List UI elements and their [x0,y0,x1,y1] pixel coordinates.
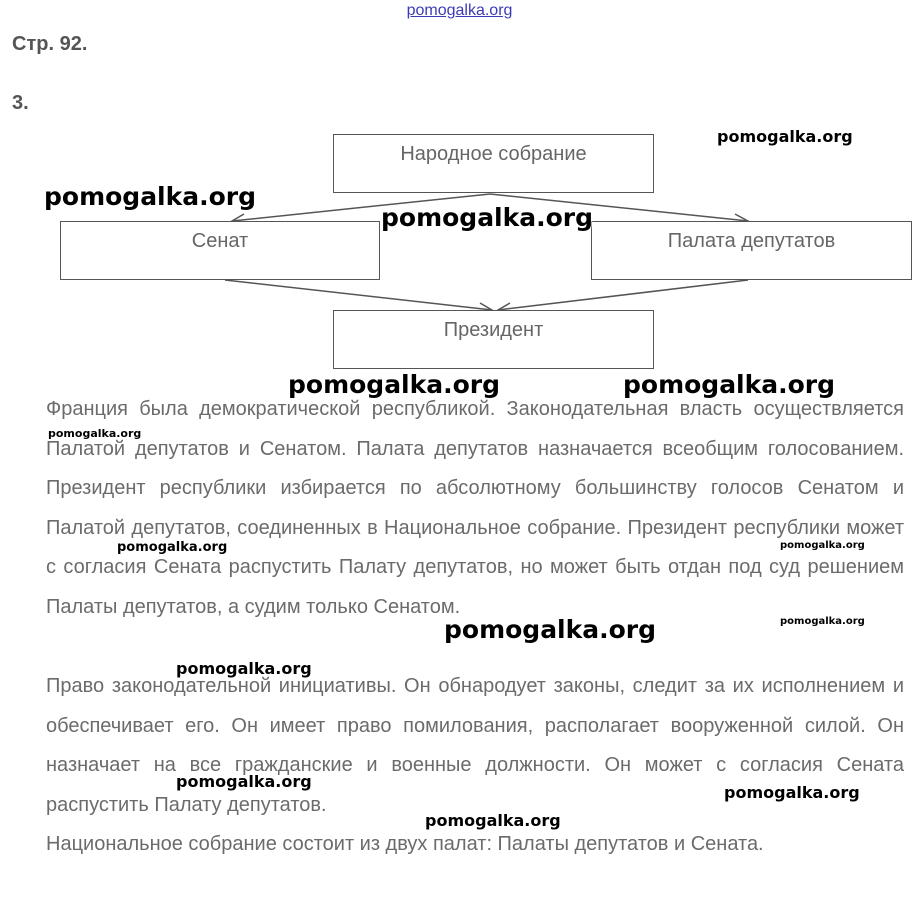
diagram-box-national-assembly [333,134,654,193]
diagram-box-senate [60,221,380,280]
watermark: pomogalka.org [425,811,561,830]
paragraph-president-powers: Право законодательной инициативы. Он обнародует законы, следит за их исполнением и обеспечивает его. Он имеет право помилования, располагает вооруженной силой. Он назначает на все гражданские и военные должности. Он может с согласия Сената распустить Палату депутатов. [46,675,904,816]
watermark: pomogalka.org [780,616,865,627]
watermark: pomogalka.org [117,540,228,555]
watermark: pomogalka.org [176,659,312,678]
diagram-box-chamber-of-deputies [591,221,912,280]
paragraph-national-assembly: Национальное собрание состоит из двух палат: Палаты депутатов и Сената. [46,833,764,855]
watermark: pomogalka.org [176,772,312,791]
watermark: pomogalka.org [717,127,853,146]
task-number: 3. [12,92,29,114]
watermark: pomogalka.org [48,427,142,440]
diagram-label: Народное собрание [400,143,587,165]
diagram-label: Сенат [191,230,249,252]
diagram-box-president [333,310,654,369]
diagram-label: Президент [443,319,544,341]
watermark: pomogalka.org [623,370,836,399]
watermark: pomogalka.org [724,783,860,802]
watermark: pomogalka.org [444,615,657,644]
watermark: pomogalka.org [780,540,865,551]
watermark: pomogalka.org [44,182,257,211]
page-number: Стр. 92. [12,33,88,55]
watermark: pomogalka.org [381,203,594,232]
site-link[interactable]: pomogalka.org [406,2,513,19]
watermark: pomogalka.org [288,370,501,399]
paragraph-constitution: Франция была демократической республикой. Законодательная власть осуществляется Палатой депутатов и Сенатом. Палата депутатов назначается всеобщим голосованием. Президент республики избирается по абсолютному большинству голосов Сенатом и Палатой депутатов, соединенных в Национальное собрание. Президент республики может с согласия Сената распустить Палату депутатов, но может быть отдан под суд решением Палаты депутатов, а судим только Сенатом. [46,398,904,618]
diagram-label: Палата депутатов [667,230,836,252]
